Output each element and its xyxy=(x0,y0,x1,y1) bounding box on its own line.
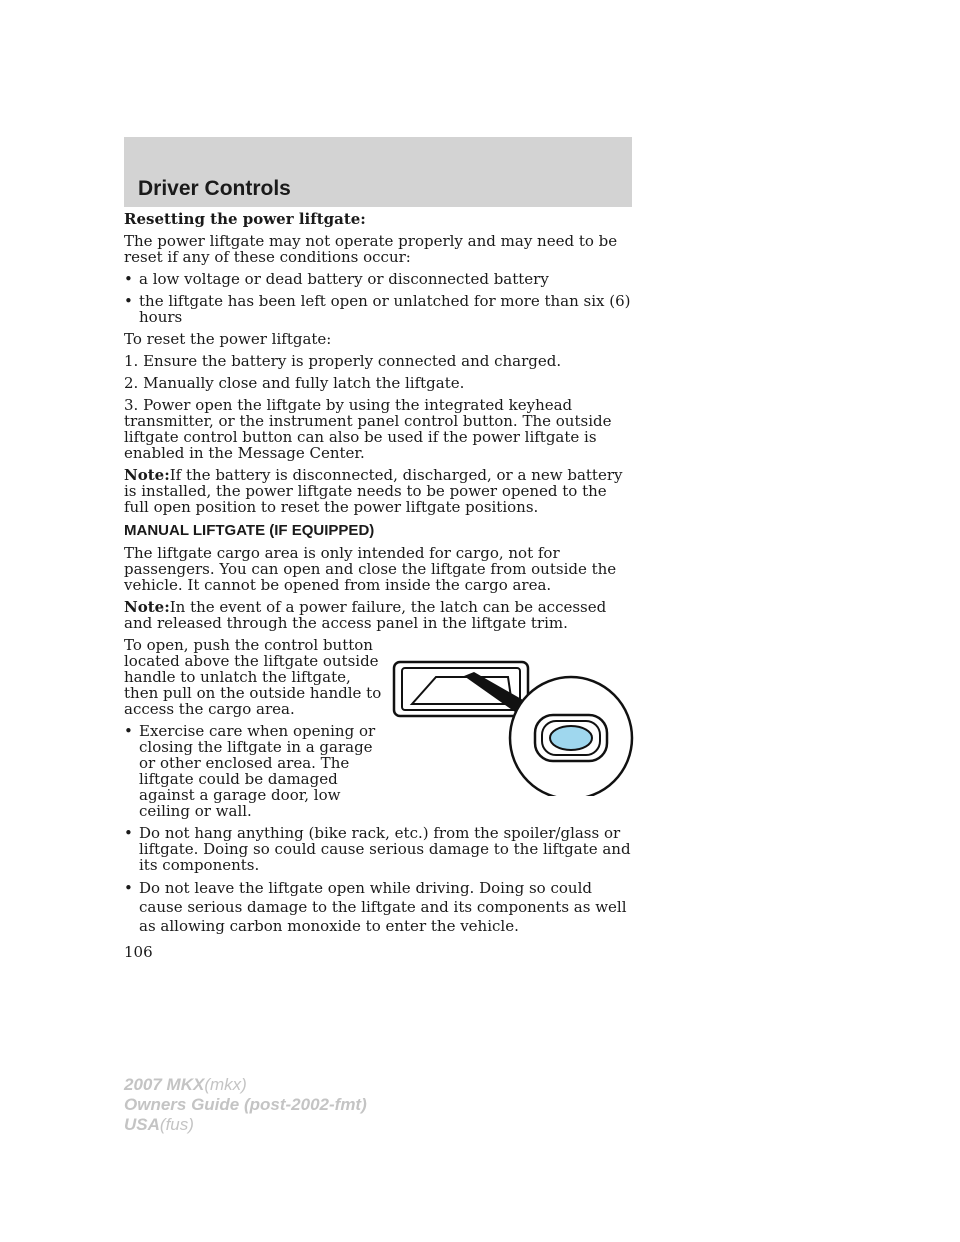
note-text: If the battery is disconnected, discharged, or a new battery is installed, the power liftgate needs to be power opened to the full open position to reset the power liftgate positions. xyxy=(124,466,623,516)
bullet-glyph: • xyxy=(124,824,133,842)
section-header-band xyxy=(124,137,632,207)
footer-line-2: Owners Guide (post-2002-fmt) xyxy=(124,1095,367,1114)
step-1: 1. Ensure the battery is properly connected and charged. xyxy=(124,352,562,370)
bullet-glyph: • xyxy=(124,879,133,897)
page-content xyxy=(124,211,634,942)
handle-outer-frame xyxy=(394,662,528,716)
list-item: • the liftgate has been left open or unlatched for more than six (6) hours xyxy=(124,292,631,326)
footer-watermark xyxy=(124,1075,367,1135)
reset-note xyxy=(124,467,634,515)
liftgate-button-illustration xyxy=(392,660,636,796)
manual-liftgate-heading: MANUAL LIFTGATE (IF EQUIPPED) xyxy=(124,522,375,539)
page-number: 106 xyxy=(124,943,153,961)
footer-line-3: USA(fus) xyxy=(124,1115,194,1134)
bullet-glyph: • xyxy=(124,270,133,288)
control-button-icon xyxy=(550,726,592,750)
section-title: Driver Controls xyxy=(138,177,291,200)
list-item: • Do not hang anything (bike rack, etc.) from the spoiler/glass or liftgate. Doing so could cause serious damage to the liftgate and its components. xyxy=(124,824,631,874)
note-label: Note: xyxy=(124,598,170,616)
steps-intro: To reset the power liftgate: xyxy=(124,330,332,348)
list-item: • Do not leave the liftgate open while driving. Doing so could cause serious damage to the liftgate and its components as well as allowing carbon monoxide to enter the vehicle. xyxy=(124,879,627,935)
reset-intro: The power liftgate may not operate properly and may need to be reset if any of these conditions occur: xyxy=(124,232,618,266)
open-instructions: To open, push the control button located above the liftgate outside handle to unlatch the liftgate, then pull on the outside handle to access the cargo area. xyxy=(124,636,382,718)
bullet-glyph: • xyxy=(124,722,133,740)
manual-intro: The liftgate cargo area is only intended for cargo, not for passengers. You can open and close the liftgate from outside the vehicle. It cannot be opened from inside the cargo area. xyxy=(124,544,617,594)
bullet-glyph: • xyxy=(124,292,133,310)
list-item: • Exercise care when opening or closing the liftgate in a garage or other enclosed area. The liftgate could be damaged against a garage door, low ceiling or wall. xyxy=(124,722,376,820)
footer-line-1: 2007 MKX(mkx) xyxy=(124,1075,247,1094)
manual-note xyxy=(124,599,634,631)
step-2: 2. Manually close and fully latch the liftgate. xyxy=(124,374,465,392)
step-3: 3. Power open the liftgate by using the integrated keyhead transmitter, or the instrument panel control button. The outside liftgate control button can also be used if the power liftgate is enabled in the Message Center. xyxy=(124,396,612,462)
reset-heading: Resetting the power liftgate: xyxy=(124,210,366,228)
note-text: In the event of a power failure, the latch can be accessed and released through the access panel in the liftgate trim. xyxy=(124,598,607,632)
list-item: • a low voltage or dead battery or disconnected battery xyxy=(124,270,549,288)
note-label: Note: xyxy=(124,466,170,484)
